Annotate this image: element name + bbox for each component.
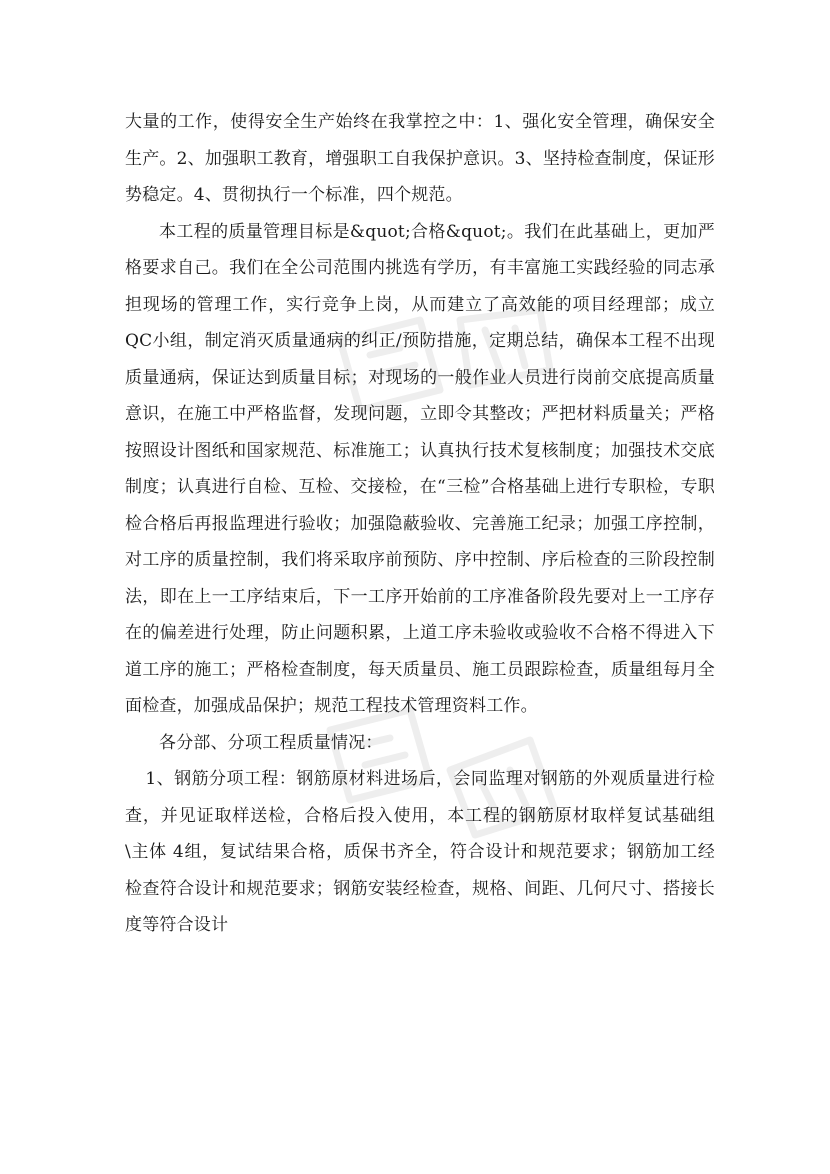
paragraph-quality-goal: 本工程的质量管理目标是&quot;合格&quot;。我们在此基础上，更加严格要求自己。我们在全公司范围内挑选有学历，有丰富施工实践经验的同志承担现场的管理工作，实行竞争上岗，从而建立了高效能的项目经理部；成立QC小组，制定消灭质量通病的纠正/预防措施，定期总结，确保本工程不出现质量通病，保证达到质量目标；对现场的一般作业人员进行岗前交底提高质量意识，在施工中严格监督，发现问题，立即令其整改；严把材料质量关；严格按照设计图纸和国家规范、标准施工；认真执行技术复核制度；加强技术交底制度；认真进行自检、互检、交接检，在“三检”合格基础上进行专职检，专职检合格后再报监理进行验收；加强隐蔽验收、完善施工纪录；加强工序控制，对工序的质量控制，我们将采取序前预防、序中控制、序后检查的三阶段控制法，即在上一工序结束后，下一工序开始前的工序准备阶段先要对上一工序存在的偏差进行处理，防止问题积累，上道工序未验收或验收不合格不得进入下道工序的施工；严格检查制度，每天质量员、施工员跟踪检查，质量组每月全面检查，加强成品保护；规范工程技术管理资料工作。 [125,221,715,716]
body-text [125,104,715,944]
paragraph-section-heading: 各分部、分项工程质量情况： [159,732,383,753]
paragraph-rebar-work: 1、钢筋分项工程：钢筋原材料进场后，会同监理对钢筋的外观质量进行检查，并见证取样送检，合格后投入使用，本工程的钢筋原材取样复试基础组\主体 4组，复试结果合格，质保书齐全，符合设计和规范要求；钢筋加工经检查符合设计和规范要求；钢筋安装经检查，规格、间距、几何尺寸、搭接长度等符合设计 [125,769,715,935]
paragraph-safety-measures: 大量的工作，使得安全生产始终在我掌控之中：1、强化安全管理，确保安全生产。2、加强职工教育，增强职工自我保护意识。3、坚持检查制度，保证形势稳定。4、贯彻执行一个标准，四个规范。 [125,112,715,205]
